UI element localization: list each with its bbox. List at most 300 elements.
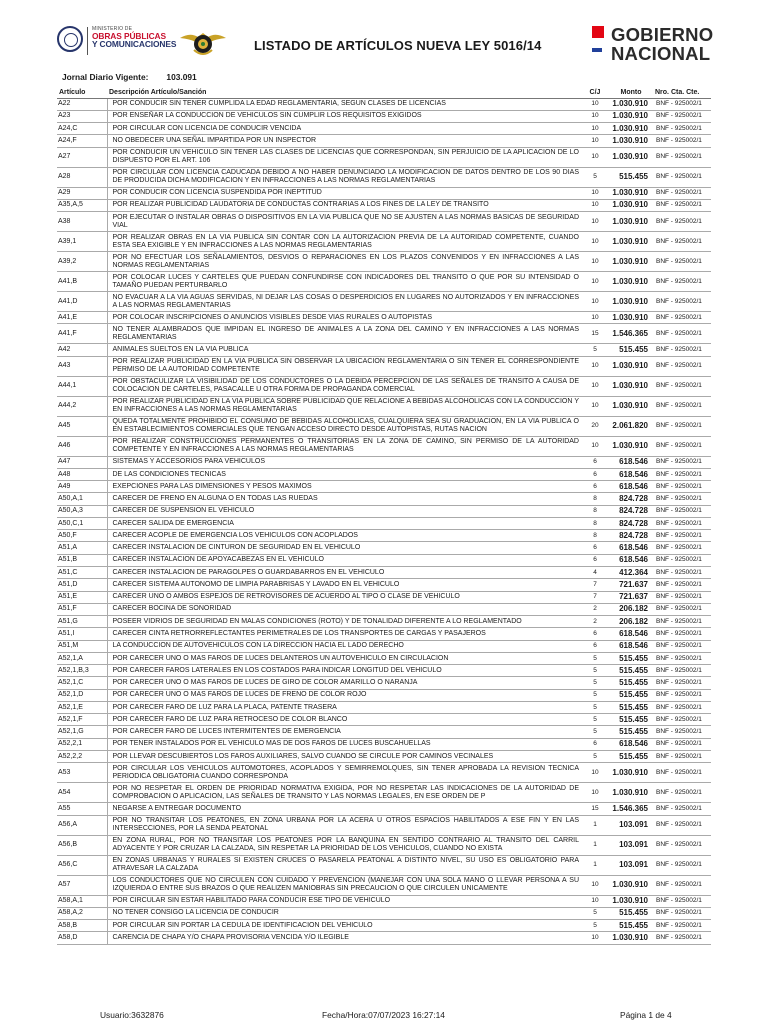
cell-articulo: A39,1 — [57, 232, 107, 252]
cell-articulo: A52,1,E — [57, 701, 107, 713]
cell-cuenta: BNF - 925002/1 — [653, 567, 711, 579]
cell-cuenta: BNF - 925002/1 — [653, 875, 711, 895]
cell-descripcion: POR CONDUCIR SIN TENER CUMPLIDA LA EDAD REGLAMENTARIA, SEGUN CLASES DE LICENCIAS — [107, 98, 581, 110]
cell-monto: 103.091 — [609, 815, 653, 835]
cell-cj: 1 — [581, 815, 609, 835]
cell-cuenta: BNF - 925002/1 — [653, 493, 711, 505]
cell-articulo: A49 — [57, 481, 107, 493]
header-monto: Monto — [609, 84, 653, 98]
cell-cj: 8 — [581, 530, 609, 542]
cell-descripcion: CARECER INSTALACION DE APOYACABEZAS EN EL VEHICULO — [107, 554, 581, 566]
cell-articulo: A47 — [57, 456, 107, 468]
cell-cuenta: BNF - 925002/1 — [653, 312, 711, 324]
cell-descripcion: POR LLEVAR DESCUBIERTOS LOS FAROS AUXILIARES, SALVO CUANDO SE CIRCULE POR CAMINOS VECINALES — [107, 751, 581, 763]
cell-descripcion: NO OBEDECER UNA SEÑAL IMPARTIDA POR UN INSPECTOR — [107, 135, 581, 147]
document-header — [0, 0, 768, 72]
cell-descripcion: POR EJECUTAR O INSTALAR OBRAS O DISPOSITIVOS EN LA VIA PUBLICA QUE NO SE AJUSTEN A LAS NORMAS BASICAS DE SEGURIDAD VIAL — [107, 212, 581, 232]
cell-descripcion: LA CONDUCCION DE AUTOVEHICULOS CON LA DIRECCION HACIA EL LADO DERECHO — [107, 640, 581, 652]
cell-articulo: A52,1,A — [57, 652, 107, 664]
cell-descripcion: NEGARSE A ENTREGAR DOCUMENTO — [107, 803, 581, 815]
cell-articulo: A51,G — [57, 616, 107, 628]
cell-monto: 1.030.910 — [609, 376, 653, 396]
cell-monto: 618.546 — [609, 738, 653, 750]
cell-cuenta: BNF - 925002/1 — [653, 815, 711, 835]
cell-monto: 1.030.910 — [609, 436, 653, 456]
cell-monto: 206.182 — [609, 616, 653, 628]
cell-monto: 1.030.910 — [609, 232, 653, 252]
cell-cuenta: BNF - 925002/1 — [653, 907, 711, 919]
cell-articulo: A24,C — [57, 123, 107, 135]
cell-cuenta: BNF - 925002/1 — [653, 835, 711, 855]
table-row — [57, 542, 711, 554]
table-row — [57, 554, 711, 566]
cell-monto: 618.546 — [609, 481, 653, 493]
cell-descripcion: QUEDA TOTALMENTE PROHIBIDO EL CONSUMO DE BEBIDAS ALCOHOLICAS, CUALQUIERA SEA SU GRADUACION, EN LA VIA PUBLICA O EN ESTABLECIMIENTOS COMERCIALES QUE TENGAN ACCESO DIRECTO DESDE AUTOPISTAS, RUTAS NACION — [107, 416, 581, 436]
table-row — [57, 677, 711, 689]
cell-cj: 10 — [581, 123, 609, 135]
cell-descripcion: POR REALIZAR CONSTRUCCIONES PERMANENTES O TRANSITORIAS EN LA ZONA DE CAMINO, SIN PERMISO DE LA AUTORIDAD COMPETENTE Y EN INFRACCIONES A LAS NORMAS REGLAMENTARIAS — [107, 436, 581, 456]
table-row — [57, 123, 711, 135]
cell-cj: 10 — [581, 199, 609, 211]
cell-monto: 515.455 — [609, 920, 653, 932]
cell-cj: 5 — [581, 701, 609, 713]
cell-monto: 515.455 — [609, 726, 653, 738]
cell-cuenta: BNF - 925002/1 — [653, 652, 711, 664]
cell-cj: 10 — [581, 272, 609, 292]
cell-descripcion: POR OBSTACULIZAR LA VISIBILIDAD DE LOS CONDUCTORES O LA DEBIDA PERCEPCION DE LAS SEÑALES DE TRANSITO A CAUSA DE COLOCACION DE CARTELES, PASACALLE U OTRA FORMA DE PROPAGANDA COMERCIAL — [107, 376, 581, 396]
cell-monto: 721.637 — [609, 591, 653, 603]
cell-cj: 10 — [581, 232, 609, 252]
table-row — [57, 493, 711, 505]
table-row — [57, 665, 711, 677]
cell-articulo: A52,2,2 — [57, 751, 107, 763]
cell-descripcion: DE LAS CONDICIONES TECNICAS — [107, 468, 581, 480]
cell-monto: 1.030.910 — [609, 147, 653, 167]
cell-cj: 5 — [581, 920, 609, 932]
cell-cj: 5 — [581, 677, 609, 689]
cell-cj: 10 — [581, 312, 609, 324]
footer-user: Usuario:3632876 — [100, 1010, 164, 1020]
cell-articulo: A55 — [57, 803, 107, 815]
cell-cj: 2 — [581, 616, 609, 628]
cell-articulo: A54 — [57, 783, 107, 803]
cell-monto: 1.030.910 — [609, 292, 653, 312]
cell-cuenta: BNF - 925002/1 — [653, 932, 711, 944]
cell-descripcion: POR NO EFECTUAR LOS SEÑALAMIENTOS, DESVIOS O REPARACIONES EN LOS PLAZOS CONVENIDOS Y EN INFRACCIONES A LAS NORMAS REGLAMENTARIAS — [107, 252, 581, 272]
cell-cj: 6 — [581, 468, 609, 480]
cell-descripcion: POR REALIZAR OBRAS EN LA VIA PUBLICA SIN CONTAR CON LA AUTORIZACION PREVIA DE LA AUTORIDAD COMPETENTE, CUANDO ESTA SEA EXIGIBLE Y EN INFRACCIONES A LAS NORMAS REGLAMENTARIAS — [107, 232, 581, 252]
table-row — [57, 763, 711, 783]
cell-monto: 515.455 — [609, 751, 653, 763]
cell-cj: 5 — [581, 726, 609, 738]
cell-monto: 1.030.910 — [609, 252, 653, 272]
cell-articulo: A35,A,5 — [57, 199, 107, 211]
cell-articulo: A51,A — [57, 542, 107, 554]
table-header-row — [57, 84, 711, 98]
cell-descripcion: CARECER ACOPLE DE EMERGENCIA LOS VEHICULOS CON ACOPLADOS — [107, 530, 581, 542]
cell-articulo: A24,F — [57, 135, 107, 147]
cell-cuenta: BNF - 925002/1 — [653, 517, 711, 529]
cell-cuenta: BNF - 925002/1 — [653, 456, 711, 468]
cell-monto: 1.030.910 — [609, 356, 653, 376]
cell-articulo: A44,1 — [57, 376, 107, 396]
cell-descripcion: ANIMALES SUELTOS EN LA VIA PUBLICA — [107, 344, 581, 356]
cell-cuenta: BNF - 925002/1 — [653, 376, 711, 396]
cell-descripcion: CARECER INSTALACION DE CINTURON DE SEGURIDAD EN EL VEHICULO — [107, 542, 581, 554]
cell-cj: 5 — [581, 665, 609, 677]
cell-articulo: A52,1,G — [57, 726, 107, 738]
cell-monto: 515.455 — [609, 907, 653, 919]
cell-cuenta: BNF - 925002/1 — [653, 616, 711, 628]
cell-cj: 10 — [581, 376, 609, 396]
table-row — [57, 920, 711, 932]
table-row — [57, 652, 711, 664]
cell-articulo: A58,D — [57, 932, 107, 944]
cell-cj: 5 — [581, 714, 609, 726]
table-body — [57, 98, 711, 944]
gobierno-blue-bar-icon — [592, 48, 602, 52]
table-row — [57, 714, 711, 726]
cell-articulo: A38 — [57, 212, 107, 232]
cell-cuenta: BNF - 925002/1 — [653, 701, 711, 713]
articles-table — [57, 84, 711, 945]
mopc-line-1: MINISTERIO DE — [92, 26, 133, 32]
table-row — [57, 591, 711, 603]
table-row — [57, 689, 711, 701]
cell-cuenta: BNF - 925002/1 — [653, 110, 711, 122]
cell-descripcion: POR CIRCULAR CON LICENCIA CADUCADA DEBIDO A NO HABER DENUNCIADO LA MODIFICACION DE DATOS DENTRO DE LOS 90 DIAS DE PRODUCIDA DICHA MODIFICACION Y EN INFRACCIONES A LAS NORMAS REGLAMENTARIAS — [107, 167, 581, 187]
table-row — [57, 199, 711, 211]
cell-monto: 1.030.910 — [609, 110, 653, 122]
header-articulo: Artículo — [57, 84, 107, 98]
cell-articulo: A58,A,2 — [57, 907, 107, 919]
cell-cuenta: BNF - 925002/1 — [653, 751, 711, 763]
cell-monto: 1.030.910 — [609, 272, 653, 292]
cell-descripcion: POR CARECER FARO DE LUCES INTERMITENTES DE EMERGENCIA — [107, 726, 581, 738]
table-row — [57, 567, 711, 579]
table-row — [57, 376, 711, 396]
cell-cuenta: BNF - 925002/1 — [653, 763, 711, 783]
cell-cuenta: BNF - 925002/1 — [653, 591, 711, 603]
cell-cj: 6 — [581, 456, 609, 468]
cell-monto: 1.030.910 — [609, 135, 653, 147]
table-row — [57, 505, 711, 517]
cell-cuenta: BNF - 925002/1 — [653, 324, 711, 344]
cell-monto: 515.455 — [609, 665, 653, 677]
table-row — [57, 135, 711, 147]
cell-monto: 1.030.910 — [609, 98, 653, 110]
cell-descripcion: POR CARECER FARO DE LUZ PARA RETROCESO DE COLOR BLANCO — [107, 714, 581, 726]
cell-cuenta: BNF - 925002/1 — [653, 232, 711, 252]
table-row — [57, 932, 711, 944]
cell-cj: 10 — [581, 110, 609, 122]
table-row — [57, 726, 711, 738]
cell-descripcion: POR CIRCULAR CON LICENCIA DE CONDUCIR VENCIDA — [107, 123, 581, 135]
cell-cuenta: BNF - 925002/1 — [653, 505, 711, 517]
table-row — [57, 356, 711, 376]
cell-descripcion: POR COLOCAR LUCES Y CARTELES QUE PUEDAN CONFUNDIRSE CON INDICADORES DEL TRANSITO O QUE POR SU INTENSIDAD O TAMAÑO PUEDAN PERTURBARLO — [107, 272, 581, 292]
cell-cj: 10 — [581, 147, 609, 167]
cell-cuenta: BNF - 925002/1 — [653, 123, 711, 135]
cell-monto: 1.546.365 — [609, 324, 653, 344]
cell-descripcion: POR ENSEÑAR LA CONDUCCION DE VEHICULOS SIN CUMPLIR LOS REQUISITOS EXIGIDOS — [107, 110, 581, 122]
table-row — [57, 324, 711, 344]
table-row — [57, 456, 711, 468]
cell-descripcion: POR CIRCULAR LOS VEHICULOS AUTOMOTORES, ACOPLADOS Y SEMIRREMOLQUES, SIN TENER APROBADA LA REVISION TECNICA PERIODICA OBLIGATORIA CUANDO CORRESPONDA — [107, 763, 581, 783]
mopc-line-3: Y COMUNICACIONES — [92, 39, 177, 50]
cell-articulo: A56,B — [57, 835, 107, 855]
cell-descripcion: NO TENER CONSIGO LA LICENCIA DE CONDUCIR — [107, 907, 581, 919]
cell-monto: 1.030.910 — [609, 123, 653, 135]
cell-cj: 2 — [581, 603, 609, 615]
cell-cuenta: BNF - 925002/1 — [653, 920, 711, 932]
cell-cuenta: BNF - 925002/1 — [653, 436, 711, 456]
cell-descripcion: POR CARECER UNO O MAS FAROS DE LUCES DELANTEROS UN AUTOVEHICULO EN CIRCULACION — [107, 652, 581, 664]
cell-monto: 1.030.910 — [609, 187, 653, 199]
cell-cuenta: BNF - 925002/1 — [653, 530, 711, 542]
cell-monto: 206.182 — [609, 603, 653, 615]
cell-articulo: A51,D — [57, 579, 107, 591]
cell-cj: 6 — [581, 481, 609, 493]
gobierno-red-square-icon — [592, 26, 604, 38]
table-row — [57, 436, 711, 456]
cell-descripcion: POR CARECER UNO O MAS FAROS DE LUCES DE GIRO DE COLOR AMARILLO O NARANJA — [107, 677, 581, 689]
cell-descripcion: CARECER UNO O AMBOS ESPEJOS DE RETROVISORES DE ACUERDO AL TIPO O CLASE DE VEHICULO — [107, 591, 581, 603]
cell-cuenta: BNF - 925002/1 — [653, 640, 711, 652]
table-row — [57, 187, 711, 199]
cell-cuenta: BNF - 925002/1 — [653, 416, 711, 436]
cell-cuenta: BNF - 925002/1 — [653, 689, 711, 701]
cell-cuenta: BNF - 925002/1 — [653, 738, 711, 750]
cell-descripcion: LOS CONDUCTORES QUE NO CIRCULEN CON CUIDADO Y PREVENCION (MANEJAR CON UNA SOLA MANO O LLEVAR PERSONA A SU IZQUIERDA O ENTRE SUS BRAZOS O QUE REALIZEN MANIOBRAS SIN PRECAUCION O QUE CIRCULEN UNICAMENTE — [107, 875, 581, 895]
mopc-logo-text — [92, 27, 176, 49]
cell-cuenta: BNF - 925002/1 — [653, 344, 711, 356]
mopc-line-2: OBRAS PÚBLICAS — [92, 31, 166, 41]
cell-articulo: A23 — [57, 110, 107, 122]
cell-articulo: A56,C — [57, 855, 107, 875]
table-row — [57, 701, 711, 713]
cell-descripcion: POR NO TRANSITAR LOS PEATONES, EN ZONA URBANA POR LA ACERA U OTROS ESPACIOS HABILITADOS A ESE FIN Y EN LAS INTERSECCIONES, POR LA SENDA PEATONAL — [107, 815, 581, 835]
cell-descripcion: CARECER BOCINA DE SONORIDAD — [107, 603, 581, 615]
cell-cj: 10 — [581, 932, 609, 944]
cell-monto: 103.091 — [609, 835, 653, 855]
cell-cj: 8 — [581, 493, 609, 505]
cell-monto: 721.637 — [609, 579, 653, 591]
jornal-value: 103.091 — [166, 72, 197, 82]
cell-cj: 10 — [581, 252, 609, 272]
table-row — [57, 292, 711, 312]
cell-cj: 1 — [581, 855, 609, 875]
cell-monto: 2.061.820 — [609, 416, 653, 436]
cell-articulo: A44,2 — [57, 396, 107, 416]
table-row — [57, 147, 711, 167]
cell-articulo: A51,I — [57, 628, 107, 640]
table-row — [57, 579, 711, 591]
header-cuenta: Nro. Cta. Cte. — [653, 84, 711, 98]
table-row — [57, 783, 711, 803]
table-row — [57, 212, 711, 232]
cell-cj: 15 — [581, 324, 609, 344]
cell-descripcion: NO EVACUAR A LA VIA AGUAS SERVIDAS, NI DEJAR LAS COSAS O DESPERDICIOS EN LUGARES NO AUTORIZADOS Y EN INFRACCIONES A LAS NORMAS REGLAMENTARIAS — [107, 292, 581, 312]
gobierno-logo-text — [611, 25, 713, 63]
cell-cj: 5 — [581, 167, 609, 187]
cell-monto: 412.364 — [609, 567, 653, 579]
cell-articulo: A52,1,C — [57, 677, 107, 689]
cell-monto: 103.091 — [609, 855, 653, 875]
mopc-logo-divider — [87, 27, 88, 55]
cell-cj: 10 — [581, 187, 609, 199]
gobierno-line-1: GOBIERNO — [611, 24, 714, 45]
cell-descripcion: POR REALIZAR PUBLICIDAD EN LA VIA PUBLICA SIN OBSERVAR LA UBICACION REGLAMENTARIA O SIN TENER EL CORRESPONDIENTE PERMISO DE LA AUTORIDAD COMPETENTE — [107, 356, 581, 376]
cell-monto: 515.455 — [609, 344, 653, 356]
footer-page: Página 1 de 4 — [620, 1010, 672, 1020]
cell-cj: 10 — [581, 396, 609, 416]
cell-cj: 10 — [581, 356, 609, 376]
cell-cj: 6 — [581, 628, 609, 640]
header-descripcion: Descripción Artículo/Sanción — [107, 84, 581, 98]
cell-monto: 515.455 — [609, 677, 653, 689]
cell-descripcion: CARECER INSTALACION DE PARAGOLPES O GUARDABARROS EN EL VEHICULO — [107, 567, 581, 579]
cell-articulo: A56,A — [57, 815, 107, 835]
cell-cj: 10 — [581, 98, 609, 110]
cell-articulo: A52,1,F — [57, 714, 107, 726]
cell-monto: 1.030.910 — [609, 396, 653, 416]
cell-cj: 5 — [581, 907, 609, 919]
table-row — [57, 167, 711, 187]
cell-cj: 6 — [581, 738, 609, 750]
cell-descripcion: POR CONDUCIR UN VEHICULO SIN TENER LAS CLASES DE LICENCIAS QUE CORRESPONDAN, SIN PERJUICIO DE LA APLICACION DE LO DISPUESTO POR EL ART. 106 — [107, 147, 581, 167]
cell-articulo: A57 — [57, 875, 107, 895]
cell-cuenta: BNF - 925002/1 — [653, 803, 711, 815]
table-row — [57, 907, 711, 919]
cell-articulo: A45 — [57, 416, 107, 436]
cell-cuenta: BNF - 925002/1 — [653, 252, 711, 272]
jornal-label: Jornal Diario Vigente: — [62, 72, 149, 82]
cell-cj: 15 — [581, 803, 609, 815]
cell-articulo: A43 — [57, 356, 107, 376]
traffic-police-emblem-icon — [178, 24, 228, 58]
cell-descripcion: POR TENER INSTALADOS POR EL VEHICULO MAS DE DOS FAROS DE LUCES BUSCAHUELLAS — [107, 738, 581, 750]
cell-monto: 1.546.365 — [609, 803, 653, 815]
cell-cuenta: BNF - 925002/1 — [653, 212, 711, 232]
cell-descripcion: POR CARECER UNO O MAS FAROS DE LUCES DE FRENO DE COLOR ROJO — [107, 689, 581, 701]
cell-descripcion: POR NO RESPETAR EL ORDEN DE PRIORIDAD NORMATIVA EXIGIDA, POR NO RESPETAR LAS INDICACIONES DE LA AUTORIDAD DE COMPROBACION O APLICACION, LAS SEÑALES DE TRANSITO Y LAS NORMAS LEGALES, EN ESE ORDEN DE P — [107, 783, 581, 803]
cell-cj: 5 — [581, 689, 609, 701]
cell-cuenta: BNF - 925002/1 — [653, 167, 711, 187]
cell-monto: 824.728 — [609, 505, 653, 517]
cell-articulo: A58,A,1 — [57, 895, 107, 907]
cell-articulo: A50,C,1 — [57, 517, 107, 529]
table-row — [57, 232, 711, 252]
cell-cuenta: BNF - 925002/1 — [653, 603, 711, 615]
cell-articulo: A27 — [57, 147, 107, 167]
cell-descripcion: CARECER SISTEMA AUTONOMO DE LIMPIA PARABRISAS Y LAVADO EN EL VEHICULO — [107, 579, 581, 591]
cell-cuenta: BNF - 925002/1 — [653, 396, 711, 416]
cell-cj: 8 — [581, 505, 609, 517]
cell-descripcion: POR COLOCAR INSCRIPCIONES O ANUNCIOS VISIBLES DESDE VIAS RURALES O AUTOPISTAS — [107, 312, 581, 324]
cell-cuenta: BNF - 925002/1 — [653, 554, 711, 566]
cell-cj: 8 — [581, 517, 609, 529]
cell-cj: 10 — [581, 875, 609, 895]
cell-cuenta: BNF - 925002/1 — [653, 542, 711, 554]
cell-descripcion: POR CIRCULAR SIN ESTAR HABILITADO PARA CONDUCIR ESE TIPO DE VEHICULO — [107, 895, 581, 907]
cell-cj: 6 — [581, 640, 609, 652]
cell-cuenta: BNF - 925002/1 — [653, 677, 711, 689]
cell-descripcion: CARECER DE FRENO EN ALGUNA O EN TODAS LAS RUEDAS — [107, 493, 581, 505]
cell-articulo: A29 — [57, 187, 107, 199]
cell-cuenta: BNF - 925002/1 — [653, 726, 711, 738]
cell-descripcion: EXEPCIONES PARA LAS DIMENSIONES Y PESOS MAXIMOS — [107, 481, 581, 493]
cell-cj: 10 — [581, 212, 609, 232]
cell-descripcion: SISTEMAS Y ACCESORIOS PARA VEHICULOS — [107, 456, 581, 468]
cell-cj: 10 — [581, 436, 609, 456]
gobierno-nacional-logo — [592, 26, 722, 62]
cell-monto: 1.030.910 — [609, 312, 653, 324]
cell-monto: 1.030.910 — [609, 783, 653, 803]
table-row — [57, 640, 711, 652]
cell-cuenta: BNF - 925002/1 — [653, 714, 711, 726]
cell-cuenta: BNF - 925002/1 — [653, 292, 711, 312]
table-row — [57, 803, 711, 815]
table-row — [57, 855, 711, 875]
cell-monto: 618.546 — [609, 628, 653, 640]
cell-descripcion: CARENCIA DE CHAPA Y/O CHAPA PROVISORIA VENCIDA Y/O ILEGIBLE — [107, 932, 581, 944]
cell-cuenta: BNF - 925002/1 — [653, 356, 711, 376]
cell-cj: 10 — [581, 292, 609, 312]
cell-descripcion: EN ZONA RURAL, POR NO TRANSITAR LOS PEATONES POR LA BANQUINA EN SENTIDO CONTRARIO AL TRANSITO DEL CARRIL ADYACENTE Y POR CRUZAR LA CALZADA, SIN RESPETAR LA PRIORIDAD DE LOS VEHICULOS, CUANDO NO EXISTA — [107, 835, 581, 855]
cell-descripcion: POR REALIZAR PUBLICIDAD EN LA VIA PUBLICA SOBRE PUBLICIDAD QUE RELACIONE A BEBIDAS ALCOHOLICAS CON LA CONDUCCION Y EN INFRACCIONES A LAS NORMAS REGLAMENTARIAS — [107, 396, 581, 416]
cell-articulo: A42 — [57, 344, 107, 356]
cell-cj: 10 — [581, 895, 609, 907]
table-row — [57, 272, 711, 292]
cell-descripcion: POR CARECER FARO DE LUZ PARA LA PLACA, PATENTE TRASERA — [107, 701, 581, 713]
cell-articulo: A52,1,B,3 — [57, 665, 107, 677]
cell-articulo: A39,2 — [57, 252, 107, 272]
cell-cj: 10 — [581, 783, 609, 803]
cell-monto: 618.546 — [609, 456, 653, 468]
cell-monto: 1.030.910 — [609, 212, 653, 232]
table-row — [57, 416, 711, 436]
cell-descripcion: POR REALIZAR PUBLICIDAD LAUDATORIA DE CONDUCTAS CONTRARIAS A LOS FINES DE LA LEY DE TRANSITO — [107, 199, 581, 211]
cell-cj: 10 — [581, 763, 609, 783]
cell-cuenta: BNF - 925002/1 — [653, 481, 711, 493]
cell-cj: 7 — [581, 579, 609, 591]
cell-cj: 6 — [581, 554, 609, 566]
cell-cuenta: BNF - 925002/1 — [653, 855, 711, 875]
table-row — [57, 344, 711, 356]
cell-monto: 1.030.910 — [609, 932, 653, 944]
cell-monto: 1.030.910 — [609, 199, 653, 211]
cell-monto: 618.546 — [609, 468, 653, 480]
cell-articulo: A50,A,3 — [57, 505, 107, 517]
table-row — [57, 875, 711, 895]
cell-cuenta: BNF - 925002/1 — [653, 783, 711, 803]
cell-cj: 4 — [581, 567, 609, 579]
cell-monto: 824.728 — [609, 530, 653, 542]
cell-cuenta: BNF - 925002/1 — [653, 895, 711, 907]
cell-cj: 5 — [581, 344, 609, 356]
cell-articulo: A48 — [57, 468, 107, 480]
table-row — [57, 481, 711, 493]
cell-articulo: A41,E — [57, 312, 107, 324]
table-row — [57, 751, 711, 763]
cell-monto: 824.728 — [609, 517, 653, 529]
table-row — [57, 835, 711, 855]
cell-monto: 1.030.910 — [609, 763, 653, 783]
cell-monto: 1.030.910 — [609, 895, 653, 907]
table-row — [57, 603, 711, 615]
table-row — [57, 616, 711, 628]
